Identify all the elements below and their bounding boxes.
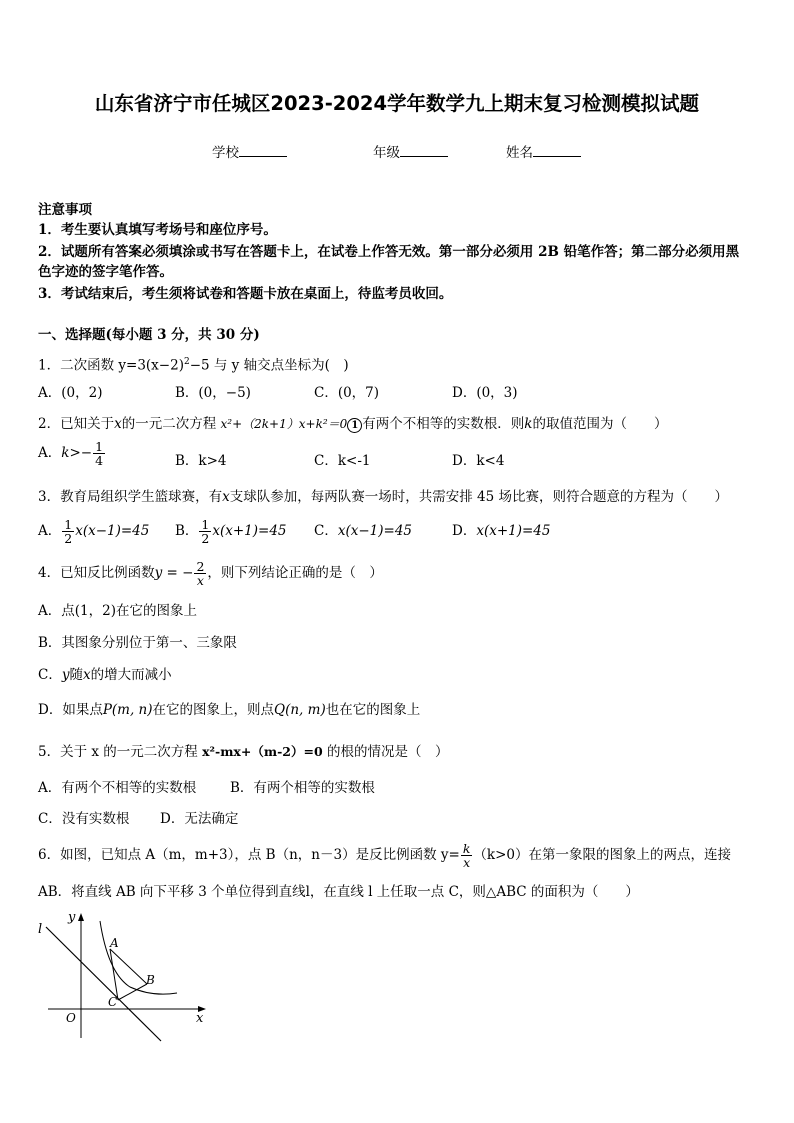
q3-option-b-den: 2 [201,531,210,546]
notice-heading: 注意事项 [38,202,92,218]
notice-item-1: 1．考生要认真填写考场号和座位序号。 [38,222,277,238]
page-title: 山东省济宁市任城区2023-2024学年数学九上期末复习检测模拟试题 [94,92,700,115]
school-label: 学校 [212,145,239,161]
q6-figure [30,905,220,1045]
q4-stem-b: ，则下列结论正确的是（ ） [207,565,383,581]
name-blank [533,144,581,157]
q2-option-d: D．k<4 [452,453,505,469]
q2-stem-d: 的取值范围为（ ） [532,416,668,432]
q4-option-c-y: y [61,667,70,683]
q3-option-d [452,521,550,541]
grade-blank [400,144,448,157]
q4-stem-a: 4．已知反比例函数 [38,565,155,581]
q2-option-a-prefix: A． [38,445,62,461]
q4-stem [38,556,383,590]
q6-stem-b: （k>0）在第一象限的图象上的两点，连接 [473,847,731,863]
q3-option-a [38,514,149,548]
q5-stem-c: 的根的情况是（ ） [326,744,449,760]
q1-option-c: C．(0，7) [314,385,380,401]
q3-option-b-prefix: B． [175,523,199,539]
q2-circle-marker: 1 [347,418,362,433]
school-field [212,141,287,161]
q2-stem-a: 2．已知关于 [38,416,115,432]
q1-stem-b: −5 与 y 轴交点坐标为( ) [189,357,349,374]
q2-option-a-rel: >− [69,445,93,461]
notice-item-2: 2．试题所有答案必须填涂或书写在答题卡上，在试卷上作答无效。第一部分必须用 2B 铅笔作答；第二部分必须用黑 [38,244,740,260]
q5-stem-equation: x²-mx+（m-2）=0 [202,744,323,759]
label-a: A [110,936,119,950]
q5-option-a: A．有两个不相等的实数根 [38,780,197,796]
q4-stem-eq: y = − [154,565,194,581]
q4-option-c-post: 的增大而减小 [90,667,172,683]
name-field [506,141,581,161]
q4-option-d-mid: 在它的图象上，则点 [152,702,275,718]
section-heading: 一、选择题(每小题 3 分，共 30 分) [38,327,260,343]
q3-option-b-fraction [199,518,211,545]
q2-equation: x²+（2k+1）x+k²＝0 [220,417,348,431]
q3-option-a-num: 1 [64,517,73,532]
q4-option-d [38,700,420,720]
q3-option-a-prefix: A． [38,523,62,539]
q5-stem [38,742,448,762]
q4-option-d-point-q: Q(n, m) [274,702,326,718]
q4-option-b: B．其图象分别位于第一、三象限 [38,635,237,651]
q3-stem [38,487,728,507]
q4-option-a: A．点(1，2)在它的图象上 [38,603,197,619]
q4-option-c [38,665,172,685]
grade-field [373,141,448,161]
label-x: x [196,1011,204,1026]
q4-option-d-post: 也在它的图象上 [325,702,421,718]
q6-stem-a: 6．如图，已知点 A（m，m+3），点 B（n，n－3）是反比例函数 y= [38,847,460,863]
y-axis-arrow [78,913,84,921]
q4-option-d-point-p: P(m, n) [102,702,153,718]
q3-stem-a: 3．教育局组织学生篮球赛，有 [38,489,223,505]
q2-option-a-k: k [61,445,70,461]
q5-option-b: B．有两个相等的实数根 [230,780,375,796]
label-c: C [108,995,118,1009]
q5-option-d: D．无法确定 [160,811,239,827]
q1-stem-sup: 2 [183,357,190,367]
q3-option-a-den: 2 [64,531,73,546]
q4-option-c-x: x [82,667,91,683]
notice-item-3: 3．考试结束后，考生须将试卷和答题卡放在桌面上，待监考员收回。 [38,286,453,302]
q2-stem-b: 的一元二次方程 [121,416,217,432]
q3-option-c-prefix: C． [314,523,338,539]
notice-item-2-cont: 色字迹的签字笔作答。 [38,264,173,280]
name-label: 姓名 [506,145,533,161]
q2-stem [38,414,667,434]
q1-stem [38,352,349,376]
q2-var-k: k [524,416,533,432]
q3-option-b-expr: x(x+1)=45 [212,523,287,539]
q2-var-x: x [114,416,122,432]
q6-fraction-den: x [463,855,471,870]
q2-option-b: B．k>4 [175,453,227,469]
line-l [46,927,161,1041]
q3-option-b [175,514,287,548]
q3-stem-b: 支球队参加，每两队赛一场时，共需安排 45 场比赛，则符合题意的方程为（ ） [229,489,728,505]
q4-stem-fraction [194,560,206,587]
q3-option-a-expr: x(x−1)=45 [75,523,150,539]
q6-stem-line2: AB．将直线 AB 向下平移 3 个单位得到直线l，在直线 l 上任取一点 C，则△ABC 的面积为（ ） [38,884,639,900]
school-blank [239,144,287,157]
label-y: y [68,910,76,925]
q3-var-x: x [222,489,230,505]
grade-label: 年级 [373,145,400,161]
q3-option-c [314,521,412,541]
q3-option-a-fraction [62,518,74,545]
label-b: B [146,973,155,987]
q6-fraction [461,842,473,869]
q2-option-a-fraction [93,440,105,467]
label-o: O [66,1011,76,1025]
q4-option-c-prefix: C． [38,667,62,683]
q1-option-d: D．(0，3) [452,385,518,401]
q1-stem-a: 1．二次函数 y=3(x−2) [38,357,184,374]
q1-option-a: A．(0，2) [38,385,103,401]
q5-option-c: C．没有实数根 [38,811,130,827]
segment-ab [110,949,147,984]
q4-option-d-prefix: D．如果点 [38,702,103,718]
q2-option-a-den: 4 [95,453,104,468]
q4-stem-num: 2 [196,559,205,574]
label-l: l [38,922,43,937]
q4-stem-den: x [196,573,204,588]
q3-option-b-num: 1 [201,517,210,532]
q4-option-c-mid: 随 [69,667,83,683]
q3-option-d-prefix: D． [452,523,477,539]
q1-option-b: B．(0，−5) [175,385,251,401]
q3-option-d-expr: x(x+1)=45 [476,523,551,539]
q5-stem-a: 5．关于 x 的一元二次方程 [38,744,198,760]
q6-fraction-num: k [462,841,471,856]
q3-option-c-expr: x(x−1)=45 [337,523,412,539]
q6-stem-line1 [38,836,731,874]
q2-option-a [38,440,106,467]
q2-stem-c: 有两个不相等的实数根．则 [362,416,525,432]
q2-option-c: C．k<-1 [314,453,371,469]
q2-option-a-num: 1 [95,439,104,454]
